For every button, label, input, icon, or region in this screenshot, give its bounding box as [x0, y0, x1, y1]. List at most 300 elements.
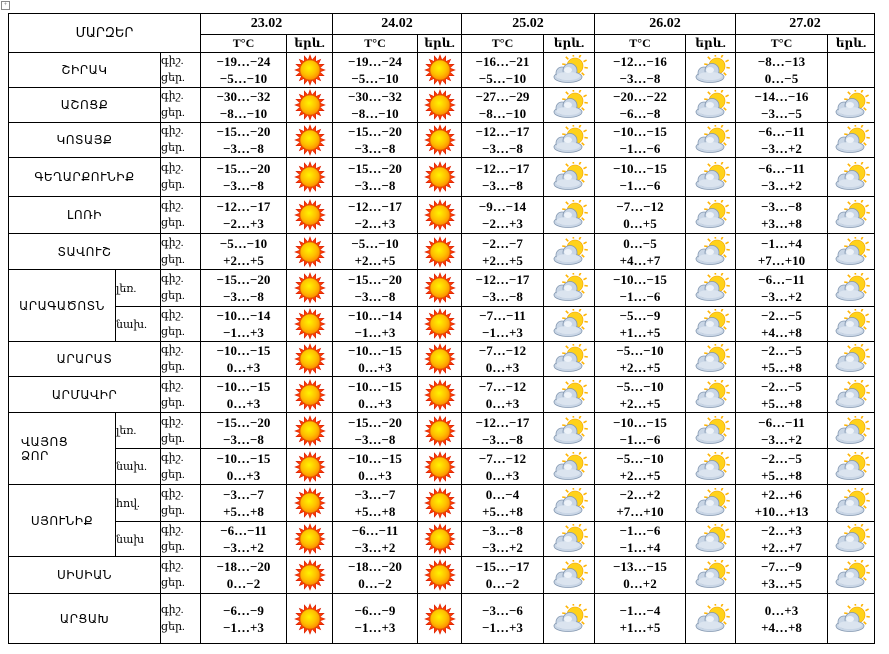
text-line: −3…−8: [482, 178, 523, 193]
table-row: [9, 53, 875, 88]
weather-cell: [544, 197, 595, 234]
text-line: ցեր.: [161, 217, 185, 229]
text-line: +2…+5: [619, 395, 661, 411]
sun-icon: [420, 379, 460, 411]
text-line: ցեր.: [161, 72, 185, 84]
text-line: −8…−10: [478, 106, 527, 121]
text-line: 0…+3: [226, 467, 261, 483]
temperature-range: [333, 197, 418, 234]
weather-cell: [828, 123, 875, 158]
text-line: −7…−9: [761, 559, 802, 574]
text-line: −7…−11: [479, 308, 526, 323]
text-line: −3…−8: [761, 199, 802, 214]
sun-icon: [290, 523, 330, 555]
weather-cell: [418, 522, 462, 557]
sun-icon: [290, 89, 330, 121]
weather-cell: [686, 377, 736, 413]
region-name: [9, 123, 161, 158]
temperature-range: [462, 270, 544, 307]
temperature-range: [462, 88, 544, 123]
temperature-range: [462, 413, 544, 449]
weather-cell: [828, 449, 875, 485]
text-line: −16…−21: [475, 54, 530, 69]
weather-cell: [287, 197, 333, 234]
header-dates-row: [9, 14, 875, 35]
text-line: −2…−5: [761, 308, 802, 323]
partly-cloudy-icon: [549, 55, 589, 85]
temperature-range: [595, 557, 686, 594]
text-line: −1…+3: [354, 619, 396, 635]
text-line: −1…+3: [482, 619, 523, 635]
partly-cloudy-icon: [549, 380, 589, 410]
weather-cell: [686, 413, 736, 449]
text-line: ԼՈՌԻ: [67, 208, 102, 222]
temperature-range: [736, 342, 828, 377]
text-line: −2…+3: [223, 216, 264, 231]
weather-cell: [828, 307, 875, 342]
sun-icon: [290, 308, 330, 340]
partly-cloudy-icon: [831, 380, 871, 410]
sun-icon: [420, 161, 460, 193]
text-line: +1…+5: [619, 619, 661, 635]
text-line: գիշ.: [161, 415, 184, 428]
weather-cell: [828, 270, 875, 307]
text-line: −14…−16: [754, 89, 809, 104]
text-line: 0…+3: [358, 395, 392, 411]
sun-icon: [290, 379, 330, 411]
partly-cloudy-icon: [549, 488, 589, 518]
weather-cell: [287, 270, 333, 307]
text-line: +3…+5: [761, 576, 802, 591]
weather-cell: [418, 413, 462, 449]
temperature-range: [462, 522, 544, 557]
weather-cell: [686, 522, 736, 557]
text-line: −1…−4: [619, 602, 661, 618]
text-line: −2…−7: [482, 235, 523, 251]
text-line: գիշ.: [161, 200, 184, 212]
temperature-range: [201, 594, 287, 644]
weather-cell: [287, 158, 333, 197]
partly-cloudy-icon: [691, 560, 731, 590]
text-line: ցեր.: [161, 107, 185, 119]
weather-cell: [418, 449, 462, 485]
temperature-range: [333, 88, 418, 123]
text-line: 0…−2: [226, 576, 261, 591]
text-line: −10…−14: [216, 308, 271, 323]
text-line: −10…−15: [348, 343, 402, 358]
text-line: ՏԱՎՈՒՇ: [57, 244, 112, 259]
weather-cell: [418, 342, 462, 377]
text-line: գիշ.: [161, 524, 184, 536]
text-line: +5…+8: [223, 504, 264, 519]
text-line: −2…+3: [761, 523, 802, 538]
text-line: գիշ.: [161, 309, 184, 321]
weather-cell: [544, 594, 595, 644]
text-line: −7…−12: [478, 378, 527, 394]
text-line: +10…+13: [754, 504, 809, 519]
text-line: ցեր.: [161, 179, 185, 191]
period-labels: [161, 485, 201, 522]
text-line: −7…−12: [478, 343, 527, 358]
weather-cell: [686, 449, 736, 485]
text-line: −3…−8: [354, 178, 396, 193]
temperature-range: [595, 594, 686, 644]
table-row: [9, 342, 875, 377]
text-line: −2…−5: [761, 343, 802, 358]
weather-cell: [418, 197, 462, 234]
sun-icon: [290, 415, 330, 447]
weather-cell: [686, 234, 736, 270]
text-line: −12…−17: [475, 124, 530, 139]
temperature-range: [736, 234, 828, 270]
text-line: +2…+5: [619, 360, 661, 375]
period-labels: [161, 123, 201, 158]
weather-cell: [418, 485, 462, 522]
sun-icon: [420, 308, 460, 340]
weather-cell: [287, 522, 333, 557]
weather-cell: [828, 485, 875, 522]
text-line: −15…−20: [348, 161, 402, 176]
text-line: ցեր.: [161, 432, 185, 445]
sun-icon: [420, 603, 460, 635]
region-column-header: ՄԱՐԶԵՐ: [9, 14, 201, 53]
text-line: ցեր.: [161, 326, 185, 338]
temperature-range: [595, 158, 686, 197]
text-line: գիշ.: [161, 90, 184, 102]
weather-cell: [287, 485, 333, 522]
weather-cell: [418, 270, 462, 307]
weather-cell: [544, 307, 595, 342]
text-line: +7…+10: [616, 504, 664, 519]
text-line: գիշ.: [161, 603, 184, 616]
text-line: −1…−6: [619, 431, 661, 447]
text-line: գիշ.: [161, 236, 184, 249]
text-line: −3…−7: [354, 487, 396, 502]
partly-cloudy-icon: [691, 162, 731, 192]
weather-cell: [544, 270, 595, 307]
text-line: −1…+3: [223, 619, 264, 635]
text-line: −18…−20: [216, 559, 271, 574]
period-labels: [161, 307, 201, 342]
text-line: 0…+3: [358, 360, 392, 375]
text-line: −10…−15: [216, 343, 271, 358]
weather-cell: [544, 377, 595, 413]
sun-icon: [420, 343, 460, 375]
text-line: −3…+2: [482, 540, 523, 555]
weather-cell: [287, 377, 333, 413]
weather-cell: [418, 53, 462, 88]
partly-cloudy-icon: [549, 560, 589, 590]
weather-cell: [828, 413, 875, 449]
partly-cloudy-icon: [831, 273, 871, 303]
temperature-range: [462, 557, 544, 594]
text-line: −3…−8: [619, 71, 661, 86]
text-line: −10…−15: [613, 414, 667, 430]
text-line: −19…−24: [216, 54, 271, 69]
text-line: +3…+8: [761, 216, 802, 231]
partly-cloudy-icon: [831, 237, 871, 267]
temperature-range: [736, 485, 828, 522]
weather-cell: [828, 197, 875, 234]
temperature-range: [201, 53, 287, 88]
text-line: 0…+3: [226, 360, 261, 375]
weather-cell: [828, 53, 875, 88]
text-line: ԱՐՑԱԽ: [59, 611, 110, 626]
partly-cloudy-icon: [831, 125, 871, 155]
sun-icon: [420, 451, 460, 483]
temperature-range: [736, 197, 828, 234]
weather-forecast-table: [8, 13, 875, 644]
temperature-range: [201, 270, 287, 307]
period-labels: [161, 449, 201, 485]
sun-icon: [420, 523, 460, 555]
text-line: −3…−8: [354, 289, 396, 304]
partly-cloudy-icon: [691, 273, 731, 303]
partly-cloudy-icon: [549, 452, 589, 482]
date-header: 26.02: [595, 14, 736, 35]
sun-icon: [420, 415, 460, 447]
weather-cell: [828, 377, 875, 413]
weather-cell: [686, 342, 736, 377]
text-line: −5…−10: [616, 343, 664, 358]
weather-cell: [287, 413, 333, 449]
text-line: գիշ.: [161, 560, 184, 572]
text-line: −6…−11: [758, 414, 805, 430]
partly-cloudy-icon: [831, 524, 871, 554]
text-line: −6…−11: [758, 272, 805, 287]
subregion-label: նախ.: [116, 449, 161, 485]
text-line: 0…+3: [485, 395, 520, 411]
text-line: ՁՈՐ: [21, 448, 49, 463]
text-line: −6…−9: [223, 602, 264, 618]
period-labels: [161, 594, 201, 644]
weather-cell: [686, 53, 736, 88]
temperature-range: [201, 307, 287, 342]
temperature-range: [201, 522, 287, 557]
text-line: −1…+3: [223, 325, 264, 340]
text-line: −5…−10: [351, 71, 399, 86]
region-name: [9, 594, 161, 644]
weather-header: երև.: [828, 35, 875, 53]
temperature-range: [333, 307, 418, 342]
text-line: −10…−15: [216, 450, 271, 466]
sun-icon: [420, 124, 460, 156]
text-line: գիշ.: [161, 451, 184, 464]
weather-cell: [544, 234, 595, 270]
text-line: −12…−16: [613, 54, 667, 69]
sun-icon: [290, 559, 330, 591]
partly-cloudy-icon: [549, 309, 589, 339]
partly-cloudy-icon: [691, 524, 731, 554]
text-line: ԱՐԱՐԱՏ: [56, 352, 113, 366]
text-line: −3…−8: [354, 431, 396, 447]
text-line: −12…−17: [475, 414, 530, 430]
sun-icon: [290, 199, 330, 231]
text-line: −3…+2: [354, 540, 396, 555]
region-name: [9, 270, 116, 342]
temperature-range: [595, 53, 686, 88]
subregion-label: լեռ.: [116, 413, 161, 449]
text-line: −15…−20: [216, 414, 271, 430]
text-line: −1…−6: [619, 289, 661, 304]
period-labels: [161, 158, 201, 197]
table-row: [9, 270, 875, 307]
text-line: ցեր.: [161, 620, 185, 633]
text-line: 0…+3: [485, 467, 520, 483]
weather-cell: [686, 594, 736, 644]
text-line: ցեր.: [161, 505, 185, 517]
weather-cell: [544, 88, 595, 123]
text-line: −3…−8: [223, 289, 264, 304]
text-line: +7…+10: [757, 252, 806, 268]
partly-cloudy-icon: [691, 309, 731, 339]
weather-cell: [686, 485, 736, 522]
text-line: −2…+2: [619, 487, 661, 502]
temperature-range: [201, 557, 287, 594]
text-line: գիշ.: [161, 125, 184, 137]
temperature-range: [462, 377, 544, 413]
weather-cell: [544, 53, 595, 88]
text-line: −3…−7: [223, 487, 264, 502]
temperature-range: [201, 342, 287, 377]
date-header: 23.02: [201, 14, 333, 35]
text-line: −15…−17: [475, 559, 530, 574]
temperature-range: [462, 234, 544, 270]
sun-icon: [420, 559, 460, 591]
region-name: [9, 342, 161, 377]
text-line: +2…+5: [482, 252, 523, 268]
temperature-range: [736, 158, 828, 197]
partly-cloudy-icon: [691, 237, 731, 267]
partly-cloudy-icon: [831, 604, 871, 634]
text-line: −15…−20: [216, 124, 271, 139]
text-line: ցեր.: [161, 577, 185, 589]
text-line: −5…−10: [351, 235, 399, 251]
partly-cloudy-icon: [831, 90, 871, 120]
text-line: −1…−6: [619, 141, 661, 156]
text-line: ցեր.: [161, 468, 185, 481]
text-line: ԿՈՏԱՅՔ: [56, 133, 113, 147]
text-line: −6…−8: [619, 106, 661, 121]
temperature-range: [333, 234, 418, 270]
temperature-range: [333, 449, 418, 485]
table-row: [9, 234, 875, 270]
weather-cell: [418, 307, 462, 342]
text-line: −10…−15: [613, 124, 667, 139]
weather-header: երև.: [686, 35, 736, 53]
text-line: −3…−8: [354, 141, 396, 156]
temperature-range: [462, 307, 544, 342]
temperature-range: [736, 123, 828, 158]
table-anchor-icon[interactable]: +: [1, 1, 10, 10]
table-row: [9, 158, 875, 197]
region-name: [9, 413, 116, 485]
text-line: −10…−15: [216, 378, 271, 394]
weather-cell: [418, 88, 462, 123]
temperature-range: [595, 377, 686, 413]
weather-cell: [287, 557, 333, 594]
text-line: −13…−15: [613, 559, 667, 574]
weather-cell: [544, 123, 595, 158]
subregion-label: հով.: [116, 485, 161, 522]
text-line: −3…+2: [761, 289, 802, 304]
text-line: −7…−12: [616, 199, 664, 214]
text-line: 0…−4: [485, 487, 520, 502]
text-line: 0…+3: [226, 395, 261, 411]
text-line: 0…+3: [485, 360, 520, 375]
partly-cloudy-icon: [549, 162, 589, 192]
text-line: +5…+8: [761, 467, 802, 483]
temperature-range: [595, 123, 686, 158]
temperature-header: T°C: [595, 35, 686, 53]
text-line: −12…−17: [475, 161, 530, 176]
text-line: −30…−32: [348, 89, 402, 104]
text-line: −10…−15: [348, 450, 402, 466]
text-line: −30…−32: [216, 89, 271, 104]
partly-cloudy-icon: [549, 524, 589, 554]
temperature-range: [462, 449, 544, 485]
weather-cell: [287, 88, 333, 123]
text-line: −12…−17: [348, 199, 402, 214]
text-line: գիշ.: [161, 162, 184, 174]
text-line: −3…+2: [761, 431, 802, 447]
temperature-range: [333, 594, 418, 644]
temperature-range: [736, 413, 828, 449]
partly-cloudy-icon: [691, 488, 731, 518]
text-line: +4…+8: [761, 619, 802, 635]
weather-cell: [544, 485, 595, 522]
text-line: −3…−5: [761, 106, 802, 121]
forecast-body: [9, 53, 875, 644]
partly-cloudy-icon: [691, 416, 731, 446]
text-line: +5…+8: [354, 504, 396, 519]
text-line: +4…+8: [761, 325, 802, 340]
text-line: −10…−15: [348, 378, 402, 394]
text-line: −15…−20: [348, 272, 402, 287]
period-labels: [161, 342, 201, 377]
text-line: ցեր.: [161, 253, 185, 266]
text-line: −2…−5: [761, 378, 802, 394]
text-line: −6…−9: [354, 602, 396, 618]
text-line: ԳԵՂԱՐՔՈՒՆԻՔ: [34, 170, 135, 184]
sun-icon: [420, 54, 460, 86]
sun-icon: [290, 603, 330, 635]
partly-cloudy-icon: [831, 416, 871, 446]
subregion-label: նախ.: [116, 307, 161, 342]
temperature-header: T°C: [201, 35, 287, 53]
temperature-header: T°C: [736, 35, 828, 53]
text-line: 0…+3: [764, 602, 799, 618]
table-row: [9, 522, 875, 557]
text-line: −3…−8: [223, 431, 264, 447]
text-line: −5…−10: [219, 71, 268, 86]
partly-cloudy-icon: [549, 237, 589, 267]
text-line: −3…+2: [761, 141, 802, 156]
text-line: −19…−24: [348, 54, 402, 69]
date-header: 27.02: [736, 14, 875, 35]
temperature-range: [333, 53, 418, 88]
weather-cell: [287, 53, 333, 88]
partly-cloudy-icon: [549, 604, 589, 634]
temperature-range: [201, 449, 287, 485]
text-line: −2…+3: [482, 216, 523, 231]
text-line: 0…+5: [623, 216, 657, 231]
temperature-range: [333, 485, 418, 522]
weather-cell: [686, 307, 736, 342]
text-line: +2…+6: [761, 487, 802, 502]
weather-cell: [287, 449, 333, 485]
text-line: գիշ.: [161, 273, 184, 285]
